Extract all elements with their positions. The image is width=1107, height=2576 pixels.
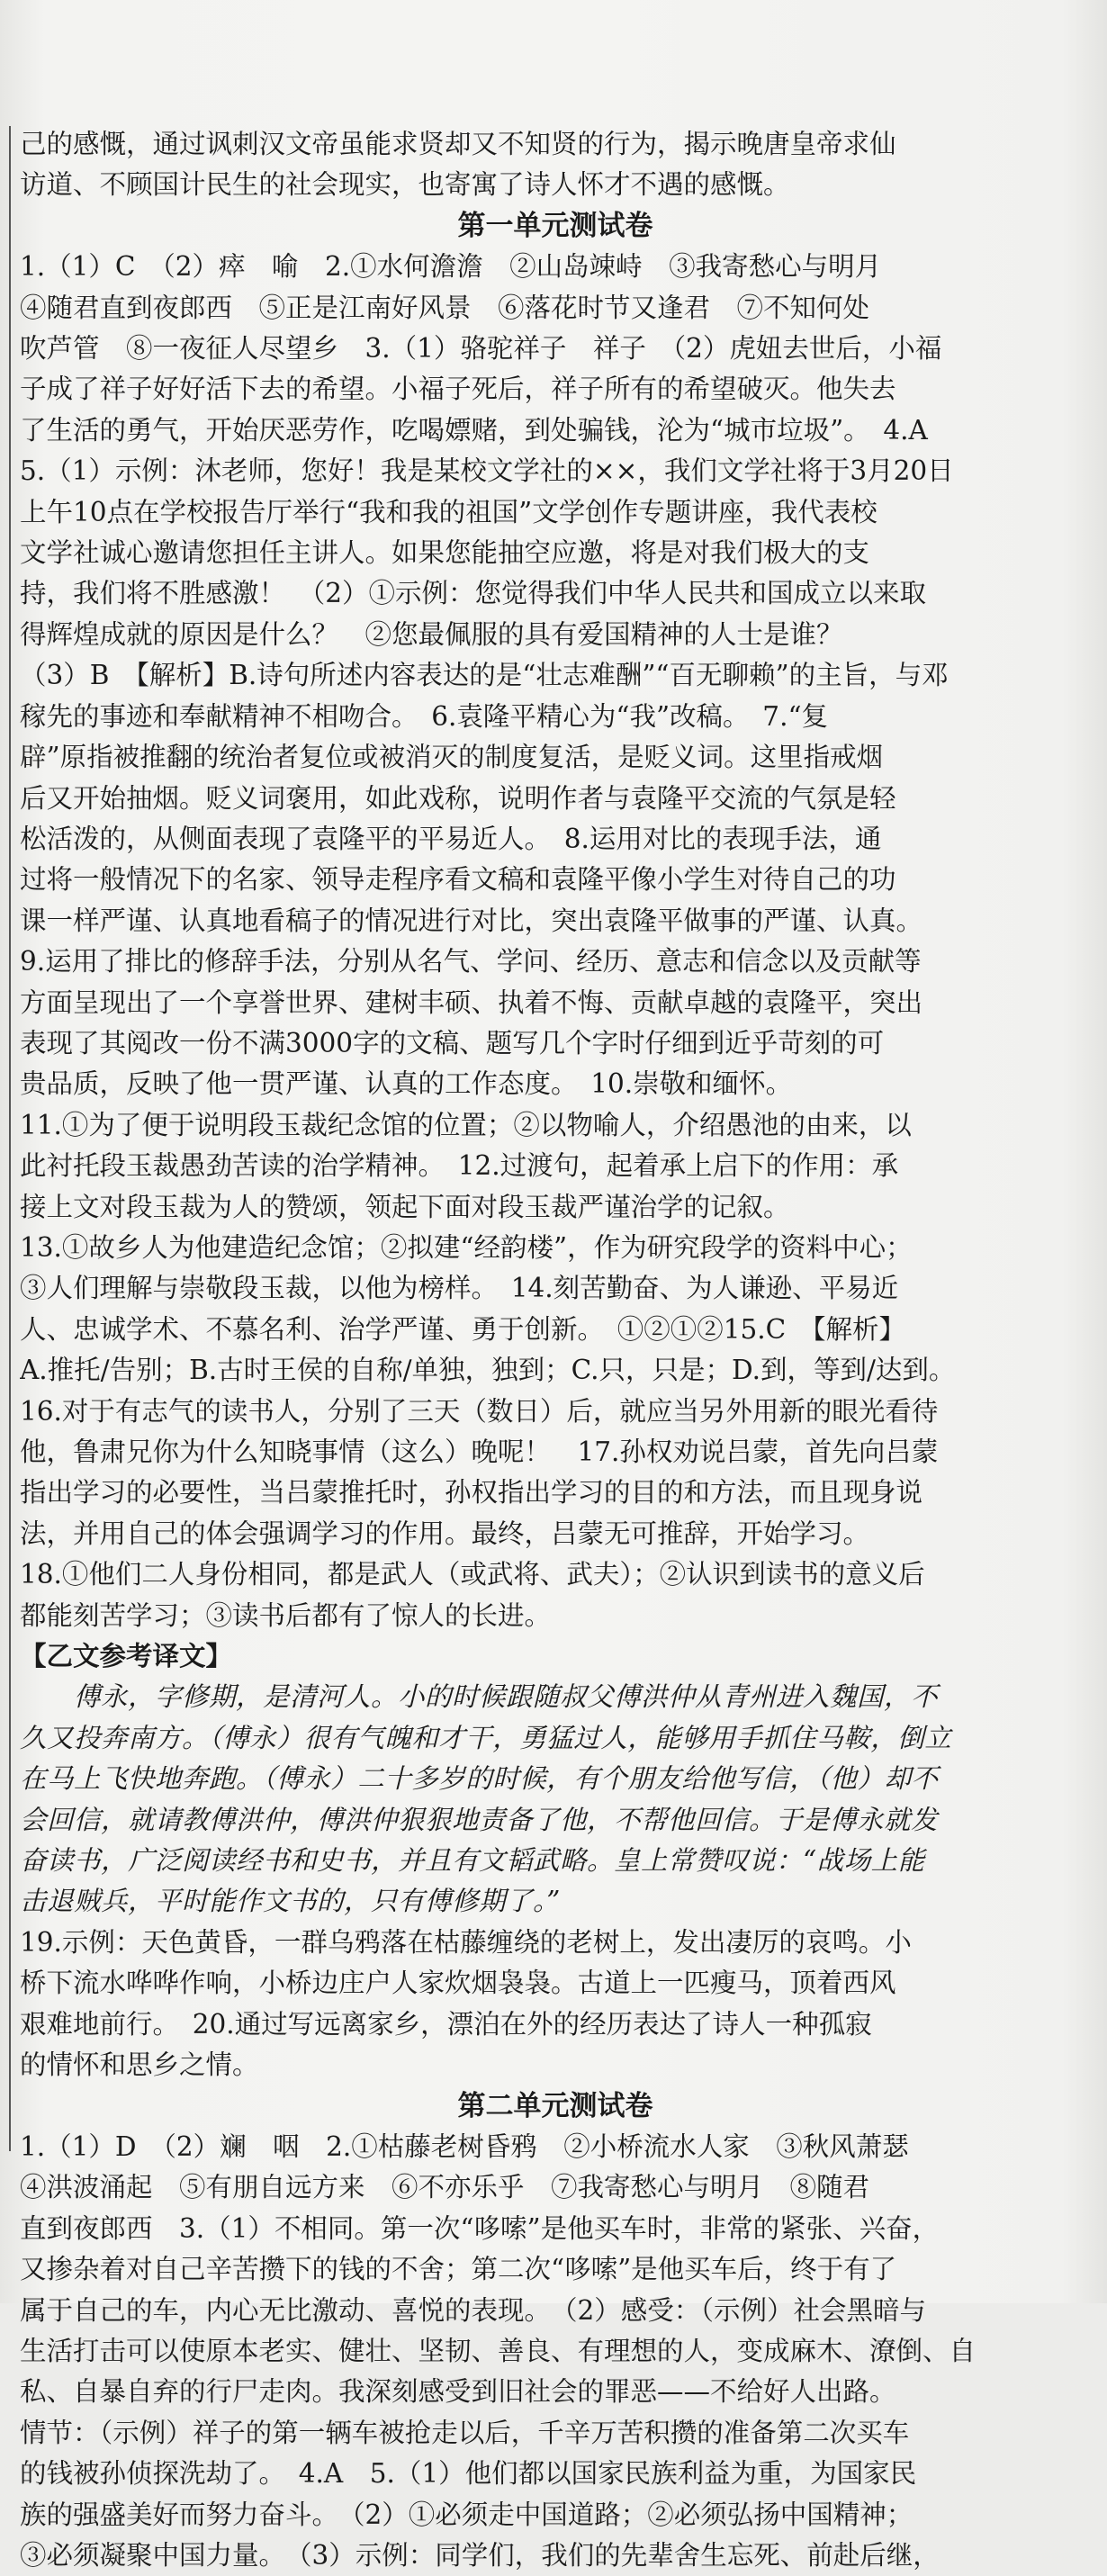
text-line: 生活打击可以使原本老实、健壮、坚韧、善良、有理想的人，变成麻木、潦倒、自 <box>20 2335 976 2366</box>
text-line: 会回信，就请教傅洪仲，傅洪仲狠狠地责备了他，不帮他回信。于是傅永就发 <box>20 1804 939 1835</box>
text-line: 吹芦管 ⑧一夜征人尽望乡 3.（1）骆驼祥子 祥子 （2）虎妞去世后，小福 <box>20 333 942 365</box>
text-line: 他，鲁肃兄你为什么知晓事情（这么）晚呢！ 17.孙权劝说吕蒙，首先向吕蒙 <box>20 1437 939 1467</box>
text-line: 艰难地前行。 20.通过写远离家乡，漂泊在外的经历表达了诗人一种孤寂 <box>20 2008 872 2040</box>
text-line: 【乙文参考译文】 <box>20 1641 233 1672</box>
section-heading: 第二单元测试卷 <box>457 2089 653 2122</box>
text-line: 后又开始抽烟。贬义词褒用，如此戏称，说明作者与袁隆平交流的气氛是轻 <box>20 782 896 814</box>
text-line: 5.（1）示例：沐老师，您好！我是某校文学社的××，我们文学社将于3月20日 <box>20 455 954 487</box>
answer-text <box>20 124 1091 2576</box>
text-line: 1.（1）C （2）瘁 喻 2.①水何澹澹 ②山岛竦峙 ③我寄愁心与明月 <box>20 251 882 283</box>
text-line: A.推托/告别；B.古时王侯的自称/单独，独到；C.只，只是；D.到，等到/达到。 <box>20 1355 956 1386</box>
text-line: 贵品质，反映了他一贯严谨、认真的工作态度。 10.崇敬和缅怀。 <box>20 1068 793 1100</box>
text-line: 18.①他们二人身份相同，都是武人（或武将、武夫）；②认识到读书的意义后 <box>20 1559 925 1590</box>
text-line: ④随君直到夜郎西 ⑤正是江南好风景 ⑥落花时节又逢君 ⑦不知何处 <box>20 292 870 323</box>
text-line: ③必须凝聚中国力量。 （3）示例：同学们，我们的先辈舍生忘死、前赴后继， <box>20 2539 940 2571</box>
text-line: 在马上飞快地奔跑。（傅永）二十多岁的时候，有个朋友给他写信，（他）却不 <box>20 1763 939 1795</box>
text-line: 方面呈现出了一个享誉世界、建树丰硕、执着不悔、贡献卓越的袁隆平，突出 <box>20 986 923 1018</box>
margin-rule <box>9 126 11 2151</box>
text-line: 16.对于有志气的读书人，分别了三天（数日）后，就应当另外用新的眼光看待 <box>20 1395 939 1427</box>
text-line: 直到夜郎西 3.（1）不相同。第一次“哆嗦”是他买车时，非常的紧张、兴奋， <box>20 2212 940 2244</box>
text-line: 情节：（示例）祥子的第一辆车被抢走以后，千辛万苦积攒的准备第二次买车 <box>20 2417 910 2448</box>
text-line: 子成了祥子好好活下去的希望。小福子死后，祥子所有的希望破灭。他失去 <box>20 374 896 405</box>
text-line: 奋读书，广泛阅读经书和史书，并且有文韬武略。皇上常赞叹说：“战场上能 <box>20 1845 925 1877</box>
text-line: ④洪波涌起 ⑤有朋自远方来 ⑥不亦乐乎 ⑦我寄愁心与明月 ⑧随君 <box>20 2172 870 2203</box>
text-line: 傅永，字修期，是清河人。小的时候跟随叔父傅洪仲从青州进入魏国，不 <box>74 1681 939 1713</box>
text-line: 的情怀和思乡之情。 <box>20 2049 259 2081</box>
text-line: 课一样严谨、认真地看稿子的情况进行对比，突出袁隆平做事的严谨、认真。 <box>20 905 923 936</box>
text-line: 又掺杂着对自己辛苦攒下的钱的不舍；第二次“哆嗦”是他买车后，终于有了 <box>20 2254 897 2285</box>
text-line: （3）B 【解析】B.诗句所述内容表达的是“壮志难酬”“百无聊赖”的主旨，与邓 <box>20 660 949 691</box>
text-line: 过将一般情况下的名家、领导走程序看文稿和袁隆平像小学生对待自己的功 <box>20 864 896 896</box>
text-line: 了生活的勇气，开始厌恶劳作，吃喝嫖赌，到处骗钱，沦为“城市垃圾”。 4.A <box>20 414 928 446</box>
text-line: 访道、不顾国计民生的社会现实，也寄寓了诗人怀才不遇的感慨。 <box>20 169 790 201</box>
text-line: ③人们理解与崇敬段玉裁，以他为榜样。 14.刻苦勤奋、为人谦逊、平易近 <box>20 1273 899 1304</box>
text-line: 稼先的事迹和奉献精神不相吻合。 6.袁隆平精心为“我”改稿。 7.“复 <box>20 700 829 732</box>
text-line: 接上文对段玉裁为人的赞颂，领起下面对段玉裁严谨治学的记叙。 <box>20 1191 790 1222</box>
text-line: 持，我们将不胜感激！ （2）①示例：您觉得我们中华人民共和国成立以来取 <box>20 578 927 609</box>
text-line: 辟”原指被推翻的统治者复位或被消灭的制度复活，是贬义词。这里指戒烟 <box>20 742 884 773</box>
text-line: 人、忠诚学术、不慕名利、治学严谨、勇于创新。 ①②①②15.C 【解析】 <box>20 1313 905 1345</box>
section-heading: 第一单元测试卷 <box>457 209 653 242</box>
text-line: 属于自己的车，内心无比激动、喜悦的表现。 （2）感受：（示例）社会黑暗与 <box>20 2294 927 2326</box>
text-line: 13.①故乡人为他建造纪念馆；②拟建“经韵楼”，作为研究段学的资料中心； <box>20 1231 913 1263</box>
text-line: 上午10点在学校报告厅举行“我和我的祖国”文学创作专题讲座，我代表校 <box>20 496 878 527</box>
text-line: 文学社诚心邀请您担任主讲人。如果您能抽空应邀，将是对我们极大的支 <box>20 537 870 569</box>
text-line: 己的感慨，通过讽刺汉文帝虽能求贤却又不知贤的行为，揭示晚唐皇帝求仙 <box>20 129 896 159</box>
text-line: 19.示例：天色黄昏，一群乌鸦落在枯藤缠绕的老树上，发出凄厉的哀鸣。小 <box>20 1926 912 1958</box>
text-line: 表现了其阅改一份不满3000字的文稿、题写几个字时仔细到近乎苛刻的可 <box>20 1027 885 1058</box>
text-line: 桥下流水哗哗作响，小桥边庄户人家炊烟袅袅。古道上一匹瘦马，顶着西风 <box>20 1968 896 1999</box>
text-line: 久又投奔南方。（傅永）很有气魄和才干，勇猛过人，能够用手抓住马鞍，倒立 <box>20 1722 952 1753</box>
text-line: 1.（1）D （2）斓 咽 2.①枯藤老树昏鸦 ②小桥流水人家 ③秋风萧瑟 <box>20 2130 909 2162</box>
text-line: 法，并用自己的体会强调学习的作用。最终，吕蒙无可推辞，开始学习。 <box>20 1518 870 1549</box>
text-line: 11.①为了便于说明段玉裁纪念馆的位置；②以物喻人，介绍愚池的由来，以 <box>20 1109 912 1140</box>
text-line: 松活泼的，从侧面表现了袁隆平的平易近人。 8.运用对比的表现手法，通 <box>20 823 882 854</box>
text-line: 指出学习的必要性，当吕蒙推托时，孙权指出学习的目的和方法，而且现身说 <box>20 1477 923 1509</box>
text-line: 都能刻苦学习；③读书后都有了惊人的长进。 <box>20 1599 552 1631</box>
text-line: 击退贼兵，平时能作文书的，只有傅修期了。” <box>20 1886 561 1917</box>
text-line: 9.运用了排比的修辞手法，分别从名气、学问、经历、意志和信念以及贡献等 <box>20 946 922 977</box>
text-line: 私、自暴自弃的行尸走肉。我深刻感受到旧社会的罪恶——不给好人出路。 <box>20 2376 896 2408</box>
text-line: 的钱被孙侦探洗劫了。 4.A 5.（1）他们都以国家民族利益为重，为国家民 <box>20 2458 917 2490</box>
text-line: 得辉煌成就的原因是什么？ ②您最佩服的具有爱国精神的人士是谁？ <box>20 618 843 650</box>
text-line: 此衬托段玉裁愚劲苦读的治学精神。 12.过渡句，起着承上启下的作用：承 <box>20 1150 899 1182</box>
text-line: 族的强盛美好而努力奋斗。 （2）①必须走中国道路；②必须弘扬中国精神； <box>20 2499 914 2530</box>
